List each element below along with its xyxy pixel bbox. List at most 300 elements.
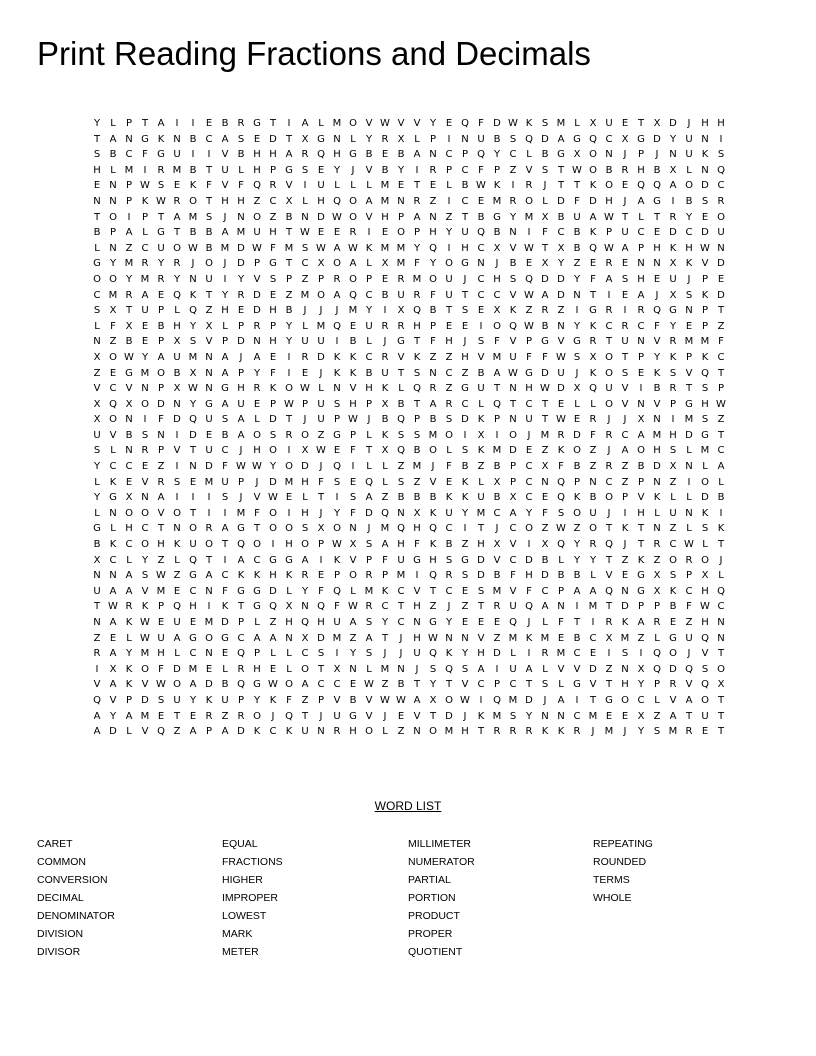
- word-list-column-2: [222, 835, 402, 961]
- grid-letter: F: [158, 414, 164, 426]
- grid-letter: U: [669, 507, 677, 519]
- grid-row: [89, 724, 731, 740]
- grid-letter: L: [350, 585, 356, 597]
- grid-letter: K: [429, 507, 437, 519]
- grid-letter: Q: [429, 242, 437, 254]
- grid-letter: O: [493, 320, 501, 332]
- grid-letter: F: [142, 149, 148, 161]
- grid-letter: X: [653, 570, 661, 582]
- grid-letter: O: [189, 195, 197, 207]
- grid-letter: C: [477, 289, 485, 301]
- grid-letter: B: [557, 570, 565, 582]
- grid-letter: S: [333, 398, 341, 410]
- grid-letter: P: [573, 476, 581, 488]
- grid-letter: Y: [189, 398, 197, 410]
- grid-letter: Z: [125, 242, 133, 254]
- grid-row: [89, 397, 731, 413]
- grid-letter: B: [573, 570, 581, 582]
- grid-letter: V: [589, 679, 597, 691]
- grid-letter: A: [605, 273, 613, 285]
- grid-letter: N: [301, 601, 309, 613]
- grid-letter: V: [365, 211, 373, 223]
- grid-letter: E: [557, 398, 565, 410]
- word-list-item: CONVERSION: [37, 874, 108, 886]
- grid-letter: T: [461, 289, 469, 301]
- grid-letter: E: [253, 398, 261, 410]
- grid-letter: A: [541, 289, 549, 301]
- grid-letter: X: [653, 585, 661, 597]
- grid-letter: C: [477, 679, 485, 691]
- grid-letter: C: [573, 648, 581, 660]
- grid-letter: A: [253, 632, 261, 644]
- grid-letter: F: [430, 336, 436, 348]
- grid-letter: P: [397, 211, 405, 223]
- grid-letter: E: [205, 429, 213, 441]
- grid-letter: M: [556, 118, 566, 129]
- grid-letter: G: [461, 383, 469, 395]
- grid-letter: V: [701, 258, 709, 270]
- grid-letter: M: [364, 585, 374, 597]
- grid-letter: D: [477, 570, 485, 582]
- grid-letter: M: [652, 429, 662, 441]
- grid-letter: R: [653, 617, 661, 628]
- grid-letter: Z: [477, 461, 485, 473]
- grid-letter: E: [317, 164, 325, 176]
- grid-letter: H: [189, 601, 197, 613]
- grid-letter: H: [445, 336, 453, 348]
- grid-letter: I: [623, 305, 627, 317]
- grid-letter: X: [621, 133, 629, 145]
- grid-letter: L: [366, 429, 372, 441]
- grid-letter: O: [605, 398, 613, 410]
- grid-letter: T: [541, 414, 549, 426]
- grid-letter: Q: [717, 585, 725, 597]
- grid-letter: Z: [621, 461, 629, 473]
- grid-letter: Y: [573, 273, 581, 285]
- grid-letter: X: [205, 320, 213, 332]
- grid-letter: V: [509, 242, 517, 254]
- grid-letter: T: [157, 523, 165, 535]
- grid-letter: N: [397, 663, 405, 675]
- grid-letter: H: [157, 648, 165, 660]
- grid-row: [89, 443, 731, 459]
- grid-letter: B: [221, 679, 229, 691]
- grid-letter: Z: [669, 476, 677, 488]
- grid-letter: N: [685, 461, 693, 473]
- grid-letter: H: [621, 679, 629, 691]
- grid-letter: I: [351, 461, 355, 473]
- grid-letter: N: [125, 414, 133, 426]
- grid-letter: L: [382, 476, 388, 488]
- grid-letter: Z: [397, 726, 405, 738]
- grid-letter: E: [173, 180, 181, 192]
- grid-letter: N: [205, 383, 213, 395]
- grid-letter: U: [573, 211, 581, 223]
- grid-letter: T: [509, 398, 517, 410]
- grid-letter: R: [541, 648, 549, 660]
- grid-letter: W: [108, 601, 118, 613]
- grid-letter: E: [653, 227, 661, 239]
- grid-letter: Y: [461, 648, 469, 660]
- grid-letter: O: [669, 554, 677, 566]
- grid-letter: T: [141, 118, 149, 129]
- grid-letter: S: [541, 679, 549, 691]
- grid-letter: Q: [653, 180, 661, 192]
- grid-letter: L: [446, 180, 452, 192]
- grid-letter: O: [717, 211, 725, 223]
- grid-letter: R: [157, 164, 165, 176]
- grid-letter: I: [671, 195, 675, 207]
- grid-letter: H: [413, 632, 421, 644]
- grid-letter: Y: [365, 133, 373, 145]
- grid-letter: O: [269, 507, 277, 519]
- grid-letter: P: [269, 164, 277, 176]
- grid-letter: W: [332, 539, 342, 551]
- grid-letter: P: [237, 694, 245, 706]
- grid-letter: B: [157, 320, 165, 332]
- grid-row: [89, 646, 731, 662]
- grid-letter: D: [189, 429, 197, 441]
- grid-letter: W: [428, 632, 438, 644]
- grid-letter: O: [717, 663, 725, 675]
- grid-letter: L: [350, 133, 356, 145]
- grid-letter: B: [349, 694, 357, 706]
- grid-letter: U: [173, 694, 181, 706]
- grid-letter: O: [253, 429, 261, 441]
- grid-letter: E: [141, 336, 149, 348]
- grid-letter: P: [125, 118, 133, 129]
- grid-letter: J: [463, 273, 467, 285]
- grid-letter: R: [669, 211, 677, 223]
- grid-letter: C: [141, 523, 149, 535]
- grid-letter: X: [541, 211, 549, 223]
- grid-letter: Q: [589, 242, 597, 254]
- grid-letter: S: [301, 242, 309, 254]
- grid-letter: H: [269, 149, 277, 161]
- grid-letter: Q: [653, 305, 661, 317]
- grid-letter: E: [205, 118, 213, 129]
- grid-letter: W: [348, 414, 358, 426]
- grid-letter: T: [317, 492, 325, 504]
- grid-letter: G: [429, 617, 437, 628]
- grid-letter: R: [237, 289, 245, 301]
- word-list-item: FRACTIONS: [222, 856, 283, 868]
- grid-letter: U: [509, 351, 517, 363]
- grid-letter: Y: [125, 648, 133, 660]
- grid-letter: U: [717, 227, 725, 239]
- grid-letter: P: [637, 601, 645, 613]
- grid-letter: A: [301, 118, 309, 129]
- grid-letter: Q: [429, 523, 437, 535]
- grid-letter: A: [221, 523, 229, 535]
- grid-letter: G: [221, 632, 229, 644]
- grid-letter: P: [493, 414, 501, 426]
- grid-letter: N: [621, 663, 629, 675]
- grid-letter: B: [125, 429, 133, 441]
- grid-letter: C: [717, 351, 725, 363]
- grid-letter: K: [525, 632, 533, 644]
- grid-letter: K: [461, 476, 469, 488]
- grid-letter: Q: [285, 710, 293, 722]
- grid-letter: C: [525, 461, 533, 473]
- grid-letter: T: [413, 679, 421, 691]
- grid-letter: D: [557, 273, 565, 285]
- grid-letter: L: [142, 227, 148, 239]
- grid-letter: O: [349, 273, 357, 285]
- grid-letter: Z: [493, 632, 501, 644]
- word-list-item: CARET: [37, 838, 73, 850]
- grid-letter: C: [589, 632, 597, 644]
- grid-letter: Q: [461, 118, 469, 129]
- grid-letter: A: [301, 554, 309, 566]
- grid-letter: Z: [173, 570, 181, 582]
- grid-letter: B: [493, 492, 501, 504]
- grid-letter: Y: [253, 367, 261, 379]
- grid-letter: T: [93, 133, 101, 145]
- grid-letter: O: [301, 663, 309, 675]
- grid-letter: K: [333, 351, 341, 363]
- grid-letter: Q: [525, 133, 533, 145]
- grid-letter: Q: [253, 180, 261, 192]
- grid-letter: O: [573, 507, 581, 519]
- grid-letter: V: [557, 336, 565, 348]
- grid-letter: X: [493, 476, 501, 488]
- grid-letter: I: [175, 461, 179, 473]
- grid-letter: H: [461, 242, 469, 254]
- grid-letter: W: [524, 242, 534, 254]
- grid-letter: I: [447, 242, 451, 254]
- grid-letter: H: [397, 539, 405, 551]
- grid-letter: N: [413, 726, 421, 738]
- grid-letter: E: [685, 320, 693, 332]
- grid-letter: E: [381, 227, 389, 239]
- grid-row: [89, 428, 731, 444]
- grid-row: [89, 459, 731, 475]
- grid-letter: E: [573, 414, 581, 426]
- grid-letter: A: [125, 570, 133, 582]
- grid-letter: K: [477, 414, 485, 426]
- grid-letter: N: [557, 601, 565, 613]
- grid-letter: N: [93, 617, 101, 628]
- grid-letter: X: [93, 414, 101, 426]
- grid-letter: Z: [541, 523, 549, 535]
- grid-letter: O: [285, 461, 293, 473]
- grid-letter: C: [525, 398, 533, 410]
- grid-letter: U: [301, 726, 309, 738]
- grid-letter: F: [478, 164, 484, 176]
- grid-letter: X: [669, 258, 677, 270]
- grid-letter: T: [93, 211, 101, 223]
- grid-letter: E: [557, 632, 565, 644]
- grid-letter: I: [687, 476, 691, 488]
- grid-letter: C: [605, 476, 613, 488]
- grid-letter: L: [654, 694, 660, 706]
- grid-letter: C: [317, 679, 325, 691]
- grid-letter: Q: [397, 414, 405, 426]
- grid-letter: P: [141, 211, 149, 223]
- grid-letter: A: [157, 118, 165, 129]
- grid-letter: L: [94, 242, 100, 254]
- grid-letter: Y: [637, 679, 645, 691]
- grid-letter: A: [109, 133, 117, 145]
- grid-letter: R: [333, 273, 341, 285]
- grid-letter: O: [605, 492, 613, 504]
- grid-letter: X: [381, 258, 389, 270]
- grid-letter: M: [284, 242, 294, 254]
- grid-letter: J: [239, 492, 243, 504]
- grid-row: [89, 537, 731, 553]
- grid-letter: T: [605, 523, 613, 535]
- grid-letter: G: [685, 398, 693, 410]
- grid-letter: I: [207, 492, 211, 504]
- grid-letter: A: [493, 367, 501, 379]
- grid-letter: V: [605, 570, 613, 582]
- grid-letter: W: [236, 461, 246, 473]
- grid-letter: D: [525, 694, 533, 706]
- grid-letter: C: [445, 585, 453, 597]
- grid-letter: F: [558, 617, 564, 628]
- grid-letter: B: [429, 305, 437, 317]
- grid-letter: H: [301, 507, 309, 519]
- grid-letter: X: [173, 336, 181, 348]
- grid-letter: N: [701, 133, 709, 145]
- grid-letter: D: [317, 351, 325, 363]
- grid-letter: U: [397, 289, 405, 301]
- grid-letter: Q: [333, 320, 341, 332]
- grid-letter: A: [173, 632, 181, 644]
- word-list-item: DIVISOR: [37, 946, 81, 958]
- grid-letter: A: [637, 195, 645, 207]
- grid-letter: V: [685, 367, 693, 379]
- grid-letter: E: [621, 710, 629, 722]
- grid-letter: U: [205, 414, 213, 426]
- grid-letter: V: [221, 180, 229, 192]
- grid-letter: U: [701, 710, 709, 722]
- grid-letter: O: [701, 476, 709, 488]
- grid-letter: D: [269, 476, 277, 488]
- grid-letter: H: [237, 195, 245, 207]
- grid-letter: G: [525, 367, 533, 379]
- grid-letter: F: [446, 461, 452, 473]
- grid-letter: N: [93, 195, 101, 207]
- grid-letter: K: [493, 180, 501, 192]
- grid-letter: J: [399, 648, 403, 660]
- grid-letter: N: [205, 585, 213, 597]
- grid-letter: X: [93, 398, 101, 410]
- grid-row: [89, 490, 731, 506]
- grid-letter: N: [125, 445, 133, 457]
- grid-letter: R: [125, 289, 133, 301]
- grid-letter: Z: [573, 258, 581, 270]
- grid-letter: S: [237, 133, 245, 145]
- grid-letter: O: [605, 351, 613, 363]
- grid-letter: Z: [461, 601, 469, 613]
- grid-row: [89, 521, 731, 537]
- grid-letter: E: [621, 570, 629, 582]
- grid-letter: I: [207, 601, 211, 613]
- grid-letter: P: [413, 227, 421, 239]
- grid-letter: H: [717, 118, 725, 129]
- grid-letter: O: [141, 539, 149, 551]
- grid-letter: D: [253, 289, 261, 301]
- grid-letter: X: [637, 414, 645, 426]
- grid-letter: D: [557, 383, 565, 395]
- grid-letter: M: [124, 258, 134, 270]
- grid-letter: C: [573, 710, 581, 722]
- grid-letter: L: [270, 648, 276, 660]
- grid-letter: N: [397, 195, 405, 207]
- grid-letter: Q: [509, 320, 517, 332]
- grid-letter: B: [477, 367, 485, 379]
- grid-letter: P: [365, 273, 373, 285]
- grid-letter: W: [700, 601, 710, 613]
- grid-letter: F: [718, 336, 724, 348]
- grid-letter: I: [223, 507, 227, 519]
- grid-letter: I: [335, 648, 339, 660]
- grid-letter: Z: [349, 632, 357, 644]
- grid-letter: X: [701, 570, 709, 582]
- grid-letter: S: [317, 648, 325, 660]
- grid-letter: M: [444, 726, 454, 738]
- grid-letter: X: [589, 351, 597, 363]
- grid-letter: W: [508, 367, 518, 379]
- grid-letter: W: [604, 242, 614, 254]
- grid-letter: T: [717, 429, 725, 441]
- grid-letter: L: [126, 726, 132, 738]
- grid-letter: R: [301, 351, 309, 363]
- grid-letter: O: [429, 445, 437, 457]
- grid-letter: B: [429, 492, 437, 504]
- grid-letter: E: [317, 227, 325, 239]
- grid-row: [89, 116, 731, 132]
- grid-letter: S: [93, 445, 101, 457]
- grid-letter: L: [702, 461, 708, 473]
- grid-letter: B: [461, 180, 469, 192]
- grid-letter: Y: [285, 320, 293, 332]
- grid-letter: G: [461, 554, 469, 566]
- grid-letter: D: [237, 258, 245, 270]
- grid-letter: O: [349, 195, 357, 207]
- grid-letter: D: [141, 694, 149, 706]
- grid-letter: P: [637, 351, 645, 363]
- grid-letter: O: [333, 258, 341, 270]
- grid-letter: Q: [189, 305, 197, 317]
- grid-row: [89, 319, 731, 335]
- grid-letter: M: [332, 118, 342, 129]
- grid-letter: R: [301, 570, 309, 582]
- grid-letter: R: [141, 258, 149, 270]
- grid-letter: X: [573, 149, 581, 161]
- grid-row: [89, 568, 731, 584]
- grid-letter: B: [365, 367, 373, 379]
- grid-letter: O: [605, 367, 613, 379]
- grid-letter: L: [126, 554, 132, 566]
- grid-letter: J: [543, 694, 547, 706]
- grid-letter: Q: [333, 195, 341, 207]
- grid-letter: P: [125, 180, 133, 192]
- grid-letter: M: [540, 429, 550, 441]
- grid-letter: E: [477, 617, 485, 628]
- grid-letter: P: [525, 336, 533, 348]
- grid-letter: Z: [685, 617, 693, 628]
- grid-letter: S: [717, 149, 725, 161]
- grid-letter: Q: [157, 726, 165, 738]
- grid-letter: L: [126, 632, 132, 644]
- grid-letter: D: [237, 242, 245, 254]
- grid-letter: P: [157, 336, 165, 348]
- grid-row: [89, 225, 731, 241]
- grid-letter: I: [175, 492, 179, 504]
